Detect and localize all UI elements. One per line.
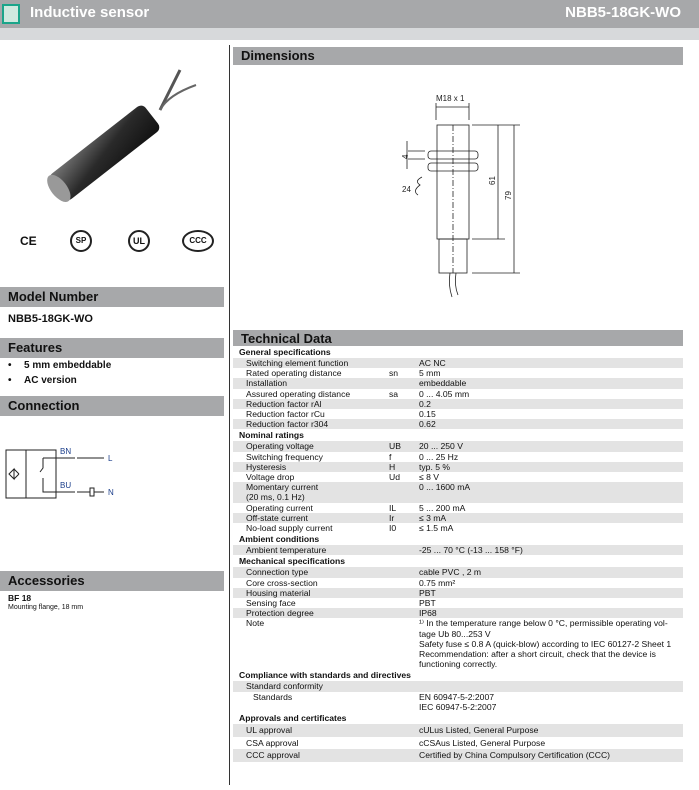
spec-symbol bbox=[389, 749, 419, 762]
connection-heading: Connection bbox=[0, 396, 224, 416]
spec-symbol: IL bbox=[389, 502, 397, 513]
spec-label: Momentary current (20 ms, 0.1 Hz) bbox=[246, 482, 319, 503]
spec-value: typ. 5 % bbox=[419, 461, 451, 472]
ccc-mark-icon: CCC bbox=[182, 230, 214, 252]
cert-logos bbox=[20, 230, 220, 254]
spec-value bbox=[419, 681, 683, 691]
ce-mark-icon: CE bbox=[20, 234, 37, 248]
spec-label: Reduction factor rAl bbox=[246, 398, 322, 409]
spec-label: Voltage drop bbox=[246, 472, 295, 483]
spec-symbol bbox=[389, 737, 419, 750]
spec-label: Sensing face bbox=[246, 598, 296, 609]
spec-symbol bbox=[389, 618, 419, 669]
page-title: Inductive sensor bbox=[30, 4, 150, 21]
spec-label: Operating current bbox=[246, 502, 313, 513]
spec-label: Connection type bbox=[246, 567, 309, 578]
feature-item: • 5 mm embeddable bbox=[8, 360, 111, 375]
spec-row bbox=[233, 368, 683, 378]
spec-row bbox=[233, 523, 683, 533]
spec-label: Operating voltage bbox=[246, 441, 314, 452]
spec-label: Protection degree bbox=[246, 608, 314, 619]
spec-value: 0 ... 25 Hz bbox=[419, 451, 459, 462]
wrench-dim: 24 bbox=[402, 185, 411, 194]
spec-value: cCSAus Listed, General Purpose bbox=[419, 737, 546, 748]
sub-bar bbox=[0, 28, 699, 40]
spec-value: 5 mm bbox=[419, 368, 441, 379]
technical-data-heading: Technical Data bbox=[233, 330, 683, 346]
spec-row bbox=[233, 399, 683, 409]
spec-label: Switching frequency bbox=[246, 451, 323, 462]
spec-row bbox=[233, 588, 683, 598]
spec-symbol: sn bbox=[389, 368, 399, 379]
spec-symbol: I0 bbox=[389, 523, 397, 534]
header-model: NBB5-18GK-WO bbox=[565, 4, 681, 21]
section-heading: Mechanical specifications bbox=[239, 556, 346, 567]
dimensions-heading: Dimensions bbox=[233, 47, 683, 65]
spec-value: 5 ... 200 mA bbox=[419, 502, 466, 513]
spec-symbol bbox=[389, 378, 419, 388]
spec-row bbox=[233, 419, 683, 429]
spec-symbol: sa bbox=[389, 388, 399, 399]
spec-value: cULus Listed, General Purpose bbox=[419, 725, 539, 736]
spec-label: Installation bbox=[246, 378, 288, 389]
brand-square-icon bbox=[2, 4, 20, 24]
section-heading: Ambient conditions bbox=[239, 534, 320, 545]
spec-symbol bbox=[389, 724, 419, 737]
spec-row bbox=[233, 545, 683, 555]
spec-label: UL approval bbox=[246, 725, 293, 736]
spec-value: ≤ 1.5 mA bbox=[419, 523, 454, 534]
spec-symbol bbox=[389, 409, 419, 419]
accessory-desc: Mounting flange, 18 mm bbox=[8, 604, 84, 611]
spec-label: Housing material bbox=[246, 587, 311, 598]
spec-value: PBT bbox=[419, 598, 436, 609]
spec-row bbox=[233, 598, 683, 608]
spec-label: Switching element function bbox=[246, 358, 349, 368]
spec-label: Ambient temperature bbox=[246, 545, 327, 556]
spec-label: Rated operating distance bbox=[246, 368, 342, 379]
length-61: 61 bbox=[488, 176, 497, 185]
thread-label: M18 x 1 bbox=[436, 94, 465, 103]
spec-label: Standard conformity bbox=[246, 681, 323, 692]
spec-row bbox=[233, 378, 683, 388]
features-list bbox=[8, 360, 111, 390]
length-79: 79 bbox=[504, 191, 513, 200]
section-heading: General specifications bbox=[239, 347, 331, 357]
spec-label: Hysteresis bbox=[246, 461, 287, 472]
spec-value: cable PVC , 2 m bbox=[419, 567, 482, 578]
spec-row bbox=[233, 462, 683, 472]
section-heading: Approvals and certificates bbox=[239, 713, 347, 724]
spec-row bbox=[233, 724, 683, 737]
spec-symbol: f bbox=[389, 451, 392, 462]
spec-symbol bbox=[389, 419, 419, 429]
spec-symbol: UB bbox=[389, 441, 401, 452]
spec-symbol bbox=[389, 545, 419, 555]
spec-symbol bbox=[389, 588, 419, 598]
spec-row bbox=[233, 389, 683, 399]
spec-row bbox=[233, 608, 683, 618]
csa-mark-icon: SP bbox=[70, 230, 92, 252]
spec-value: ≤ 3 mA bbox=[419, 512, 447, 523]
spec-row bbox=[233, 358, 683, 368]
spec-label: Off-state current bbox=[246, 512, 308, 523]
nut-dim: 4 bbox=[401, 154, 410, 159]
spec-value: embeddable bbox=[419, 378, 467, 389]
spec-row bbox=[233, 567, 683, 577]
spec-value: IP68 bbox=[419, 608, 437, 619]
sensor-photo bbox=[20, 60, 210, 210]
dimensions-drawing bbox=[380, 85, 540, 305]
spec-row bbox=[233, 749, 683, 762]
spec-value: ≤ 8 V bbox=[419, 472, 440, 483]
spec-symbol bbox=[389, 598, 419, 608]
spec-label: CCC approval bbox=[246, 750, 300, 761]
spec-label: No-load supply current bbox=[246, 523, 333, 534]
column-divider bbox=[229, 45, 230, 785]
spec-label: Assured operating distance bbox=[246, 388, 351, 399]
connection-diagram bbox=[0, 440, 130, 510]
spec-row bbox=[233, 441, 683, 451]
spec-value: 0.2 bbox=[419, 398, 431, 409]
spec-value: AC NC bbox=[419, 358, 446, 368]
bn-label: BN bbox=[60, 447, 72, 456]
spec-symbol bbox=[389, 358, 419, 368]
spec-row bbox=[233, 482, 683, 502]
spec-symbol bbox=[389, 567, 419, 577]
spec-value: EN 60947-5-2:2007 IEC 60947-5-2:2007 bbox=[419, 691, 497, 712]
spec-value: 0.15 bbox=[419, 409, 436, 420]
spec-label: Note bbox=[246, 618, 265, 629]
spec-row bbox=[233, 618, 683, 669]
spec-symbol bbox=[389, 399, 419, 409]
spec-symbol bbox=[389, 681, 419, 691]
spec-value: 0.75 mm² bbox=[419, 577, 456, 588]
title-bar bbox=[0, 0, 699, 28]
features-heading: Features bbox=[0, 338, 224, 358]
spec-value: Certified by China Compulsory Certification (CCC) bbox=[419, 750, 611, 761]
model-number-heading: Model Number bbox=[0, 287, 224, 307]
technical-data-table bbox=[233, 346, 683, 762]
bu-label: BU bbox=[60, 481, 72, 490]
accessory-name[interactable]: BF 18 bbox=[8, 593, 32, 603]
spec-label: CSA approval bbox=[246, 737, 299, 748]
spec-row bbox=[233, 472, 683, 482]
section-heading: Compliance with standards and directives bbox=[239, 670, 411, 681]
l-label: L bbox=[108, 454, 113, 463]
spec-value: 0.62 bbox=[419, 419, 436, 430]
spec-value: 0 ... 4.05 mm bbox=[419, 388, 470, 399]
ul-mark-icon: UL bbox=[128, 230, 150, 252]
spec-symbol bbox=[389, 578, 419, 588]
spec-symbol bbox=[389, 692, 419, 712]
accessories-heading: Accessories bbox=[0, 571, 224, 591]
spec-label: Reduction factor r304 bbox=[246, 419, 329, 430]
spec-row bbox=[233, 737, 683, 750]
spec-row bbox=[233, 692, 683, 712]
spec-row bbox=[233, 681, 683, 691]
spec-row bbox=[233, 513, 683, 523]
spec-row bbox=[233, 503, 683, 513]
model-number: NBB5-18GK-WO bbox=[8, 313, 93, 325]
spec-symbol: Ud bbox=[389, 472, 400, 483]
spec-value: ¹⁾ In the temperature range below 0 °C, permissible operating vol- tage Ub 80...253 V Safety fuse ≤ 0.8 A (quick-blow) according to IEC 60127-2 Sheet 1 Recommendation: after a short circuit, check that the device is functioning correctly. bbox=[419, 618, 672, 670]
section-heading: Nominal ratings bbox=[239, 430, 304, 441]
spec-label: Reduction factor rCu bbox=[246, 409, 325, 420]
n-label: N bbox=[108, 488, 114, 497]
spec-value: 20 ... 250 V bbox=[419, 441, 463, 452]
spec-row bbox=[233, 452, 683, 462]
spec-symbol: H bbox=[389, 461, 396, 472]
spec-row bbox=[233, 578, 683, 588]
spec-symbol bbox=[389, 482, 419, 502]
spec-value: PBT bbox=[419, 587, 436, 598]
spec-value: 0 ... 1600 mA bbox=[419, 482, 471, 493]
spec-value: -25 ... 70 °C (-13 ... 158 °F) bbox=[419, 545, 523, 556]
spec-row bbox=[233, 409, 683, 419]
spec-symbol bbox=[389, 608, 419, 618]
spec-label: Standards bbox=[253, 691, 293, 702]
spec-label: Core cross-section bbox=[246, 577, 318, 588]
spec-symbol: Ir bbox=[389, 512, 395, 523]
feature-item: • AC version bbox=[8, 375, 111, 390]
